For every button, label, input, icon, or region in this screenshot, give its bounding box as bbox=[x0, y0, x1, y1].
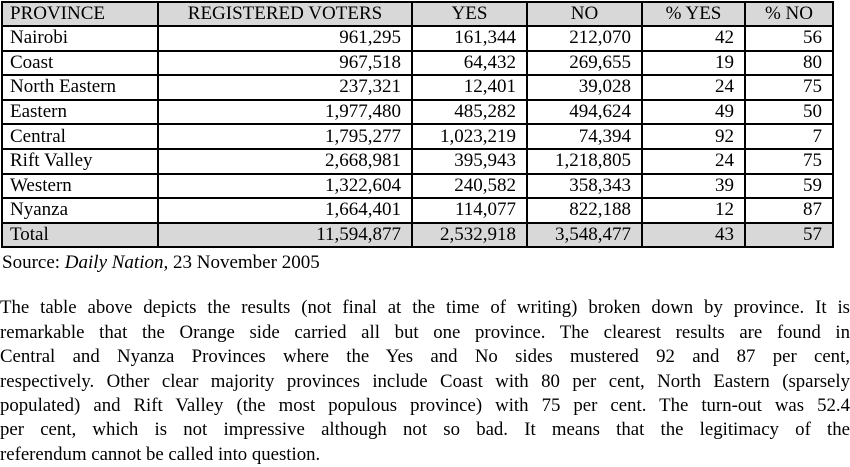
paragraph-line: remarkable that the Orange side carried all but one province. The clearest results are found in bbox=[0, 321, 850, 343]
cell-pct-yes: 92 bbox=[642, 124, 745, 149]
table-row bbox=[2, 124, 833, 149]
cell-pct-no: 50 bbox=[745, 100, 833, 125]
paragraph-line: The table above depicts the results (not final at the time of writing) broken down by province. It is bbox=[0, 297, 850, 319]
table-row bbox=[2, 75, 833, 100]
table-row bbox=[2, 198, 833, 223]
cell-yes: 240,582 bbox=[412, 174, 527, 199]
cell-registered: 1,977,480 bbox=[158, 100, 412, 125]
cell-pct-no: 80 bbox=[745, 51, 833, 76]
cell-no: 1,218,805 bbox=[527, 149, 642, 174]
cell-yes: 395,943 bbox=[412, 149, 527, 174]
cell-yes: 161,344 bbox=[412, 26, 527, 51]
table-row bbox=[2, 174, 833, 199]
source-label: Source: bbox=[2, 252, 65, 274]
cell-no: 269,655 bbox=[527, 51, 642, 76]
cell-province: Rift Valley bbox=[2, 149, 158, 174]
cell-province: Eastern bbox=[2, 100, 158, 125]
cell-pct-yes: 24 bbox=[642, 149, 745, 174]
cell-pct-yes: 19 bbox=[642, 51, 745, 76]
cell-pct-yes: 49 bbox=[642, 100, 745, 125]
paragraph-line: referendum cannot be called into question. bbox=[0, 443, 321, 465]
cell-no: 74,394 bbox=[527, 124, 642, 149]
cell-pct-no: 87 bbox=[745, 198, 833, 223]
cell-yes: 1,023,219 bbox=[412, 124, 527, 149]
cell-pct-no: 7 bbox=[745, 124, 833, 149]
cell-no: 212,070 bbox=[527, 26, 642, 51]
cell-province: Nyanza bbox=[2, 198, 158, 223]
table-header-row bbox=[2, 2, 833, 26]
cell-yes: 114,077 bbox=[412, 198, 527, 223]
analysis-paragraph bbox=[0, 296, 850, 467]
cell-province: North Eastern bbox=[2, 75, 158, 100]
cell-pct-no: 57 bbox=[745, 223, 833, 248]
cell-no: 39,028 bbox=[527, 75, 642, 100]
cell-province: Coast bbox=[2, 51, 158, 76]
table-row bbox=[2, 149, 833, 174]
cell-no: 822,188 bbox=[527, 198, 642, 223]
cell-pct-no: 75 bbox=[745, 75, 833, 100]
table-row bbox=[2, 51, 833, 76]
column-header-pct-yes: % YES bbox=[642, 2, 745, 26]
cell-registered: 967,518 bbox=[158, 51, 412, 76]
cell-registered: 237,321 bbox=[158, 75, 412, 100]
cell-yes: 2,532,918 bbox=[412, 223, 527, 248]
cell-pct-yes: 39 bbox=[642, 174, 745, 199]
cell-province: Nairobi bbox=[2, 26, 158, 51]
cell-yes: 485,282 bbox=[412, 100, 527, 125]
paragraph-line: populated) and Rift Valley (the most populous province) with 75 per cent. The turn-out was 52.4 bbox=[0, 394, 850, 416]
cell-pct-no: 75 bbox=[745, 149, 833, 174]
paragraph-line: Central and Nyanza Provinces where the Yes and No sides mustered 92 and 87 per cent, bbox=[0, 346, 850, 368]
cell-yes: 12,401 bbox=[412, 75, 527, 100]
column-header-registered-voters: REGISTERED VOTERS bbox=[158, 2, 412, 26]
cell-registered: 2,668,981 bbox=[158, 149, 412, 174]
table-row bbox=[2, 26, 833, 51]
results-table-body bbox=[2, 26, 833, 247]
source-publication: Daily Nation, bbox=[64, 252, 169, 274]
paragraph-line: respectively. Other clear majority provinces include Coast with 80 per cent, North Eastern (sparsely bbox=[0, 370, 850, 392]
cell-pct-yes: 43 bbox=[642, 223, 745, 248]
cell-province: Central bbox=[2, 124, 158, 149]
cell-province: Total bbox=[2, 223, 158, 248]
cell-province: Western bbox=[2, 174, 158, 199]
source-line bbox=[2, 251, 850, 274]
cell-yes: 64,432 bbox=[412, 51, 527, 76]
cell-pct-yes: 12 bbox=[642, 198, 745, 223]
column-header-province: PROVINCE bbox=[2, 2, 158, 26]
table-row bbox=[2, 100, 833, 125]
results-table bbox=[1, 1, 834, 248]
table-total-row bbox=[2, 223, 833, 248]
cell-registered: 11,594,877 bbox=[158, 223, 412, 248]
column-header-no: NO bbox=[527, 2, 642, 26]
cell-registered: 1,795,277 bbox=[158, 124, 412, 149]
cell-pct-yes: 24 bbox=[642, 75, 745, 100]
cell-no: 358,343 bbox=[527, 174, 642, 199]
page bbox=[0, 1, 850, 465]
cell-no: 494,624 bbox=[527, 100, 642, 125]
paragraph-line: per cent, which is not impressive although not so bad. It means that the legitimacy of the bbox=[0, 419, 850, 441]
column-header-yes: YES bbox=[412, 2, 527, 26]
cell-pct-yes: 42 bbox=[642, 26, 745, 51]
cell-registered: 1,664,401 bbox=[158, 198, 412, 223]
cell-pct-no: 59 bbox=[745, 174, 833, 199]
cell-no: 3,548,477 bbox=[527, 223, 642, 248]
cell-registered: 1,322,604 bbox=[158, 174, 412, 199]
source-date: 23 November 2005 bbox=[168, 252, 320, 274]
cell-pct-no: 56 bbox=[745, 26, 833, 51]
column-header-pct-no: % NO bbox=[745, 2, 833, 26]
cell-registered: 961,295 bbox=[158, 26, 412, 51]
